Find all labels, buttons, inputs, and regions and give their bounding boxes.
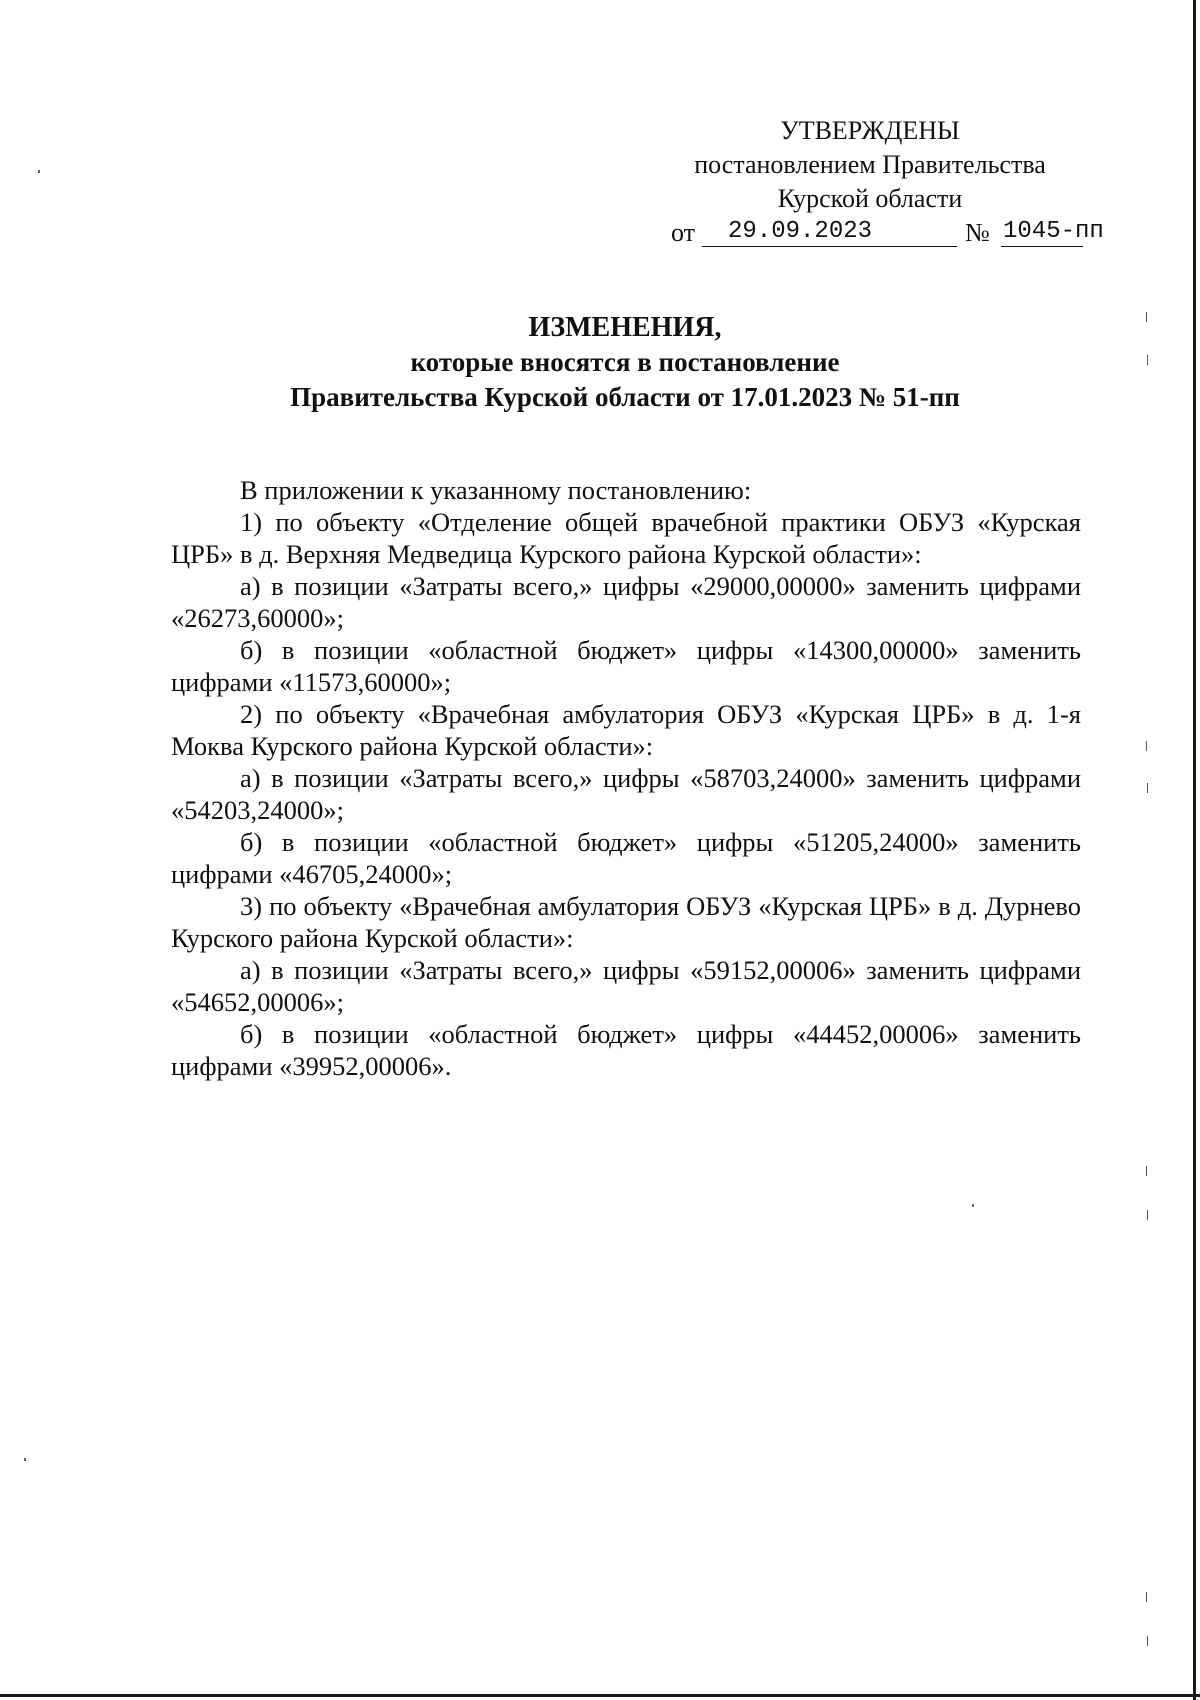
approval-heading: УТВЕРЖДЕНЫ (780, 116, 960, 145)
item-1-paragraph: 1) по объекту «Отделение общей врачебной практики ОБУЗ «Курская ЦРБ» в д. Верхняя Медведица Курского района Курской области»: (171, 507, 1081, 569)
item-2b-paragraph: б) в позиции «областной бюджет» цифры «51205,24000» заменить цифрами «46705,24000»; (171, 827, 1081, 889)
scan-speck (1147, 1636, 1148, 1646)
title-heading: ИЗМЕНЕНИЯ, (528, 312, 722, 343)
approval-block (660, 114, 1104, 250)
item-3-paragraph: 3) по объекту «Врачебная амбулатория ОБУЗ «Курская ЦРБ» в д. Дурнево Курского района Курской области»: (171, 891, 1081, 953)
item-3b-paragraph: б) в позиции «областной бюджет» цифры «44452,00006» заменить цифрами «39952,00006». (171, 1019, 1081, 1081)
scan-dot (24, 1458, 26, 1461)
scan-speck (1146, 1166, 1147, 1176)
item-1b-paragraph: б) в позиции «областной бюджет» цифры «14300,00000» заменить цифрами «11573,60000»; (171, 635, 1081, 697)
approval-number: 1045-пп (1003, 218, 1104, 245)
item-2-paragraph: 2) по объекту «Врачебная амбулатория ОБУЗ «Курская ЦРБ» в д. 1-я Моква Курского района Курской области»: (171, 699, 1081, 761)
item-3a-paragraph: а) в позиции «Затраты всего,» цифры «59152,00006» заменить цифрами «54652,00006»; (171, 955, 1081, 1017)
scan-speck (1147, 1210, 1148, 1220)
scan-dot (972, 1204, 974, 1207)
approval-date: 29.09.2023 (728, 218, 873, 245)
date-field (702, 216, 957, 247)
item-2a-paragraph: а) в позиции «Затраты всего,» цифры «58703,24000» заменить цифрами «54203,24000»; (171, 763, 1081, 825)
title-subheading: которые вносятся в постановление (410, 347, 840, 377)
scan-speck (1146, 312, 1147, 322)
scan-speck (1146, 1592, 1147, 1602)
approval-line-government: постановлением Правительства (694, 150, 1046, 179)
document-title (170, 310, 1080, 415)
scan-edge-right (1193, 0, 1196, 1700)
approval-line-region: Курской области (777, 184, 963, 213)
approval-date-line (660, 216, 1104, 250)
item-1a-paragraph: а) в позиции «Затраты всего,» цифры «29000,00000» заменить цифрами «26273,60000»; (171, 571, 1081, 633)
intro-paragraph: В приложении к указанному постановлению: (240, 475, 752, 505)
scan-speck (1147, 783, 1148, 793)
scan-edge-bottom (0, 1694, 1200, 1697)
scan-dot (38, 170, 40, 173)
scan-speck (1147, 355, 1148, 365)
number-field (1001, 216, 1104, 247)
document-body (171, 474, 1081, 1082)
scan-speck (1146, 741, 1147, 751)
title-reference: Правительства Курской области от 17.01.2023 № 51-пп (290, 382, 960, 412)
from-label: от (671, 218, 696, 247)
number-sign: № (965, 218, 990, 247)
